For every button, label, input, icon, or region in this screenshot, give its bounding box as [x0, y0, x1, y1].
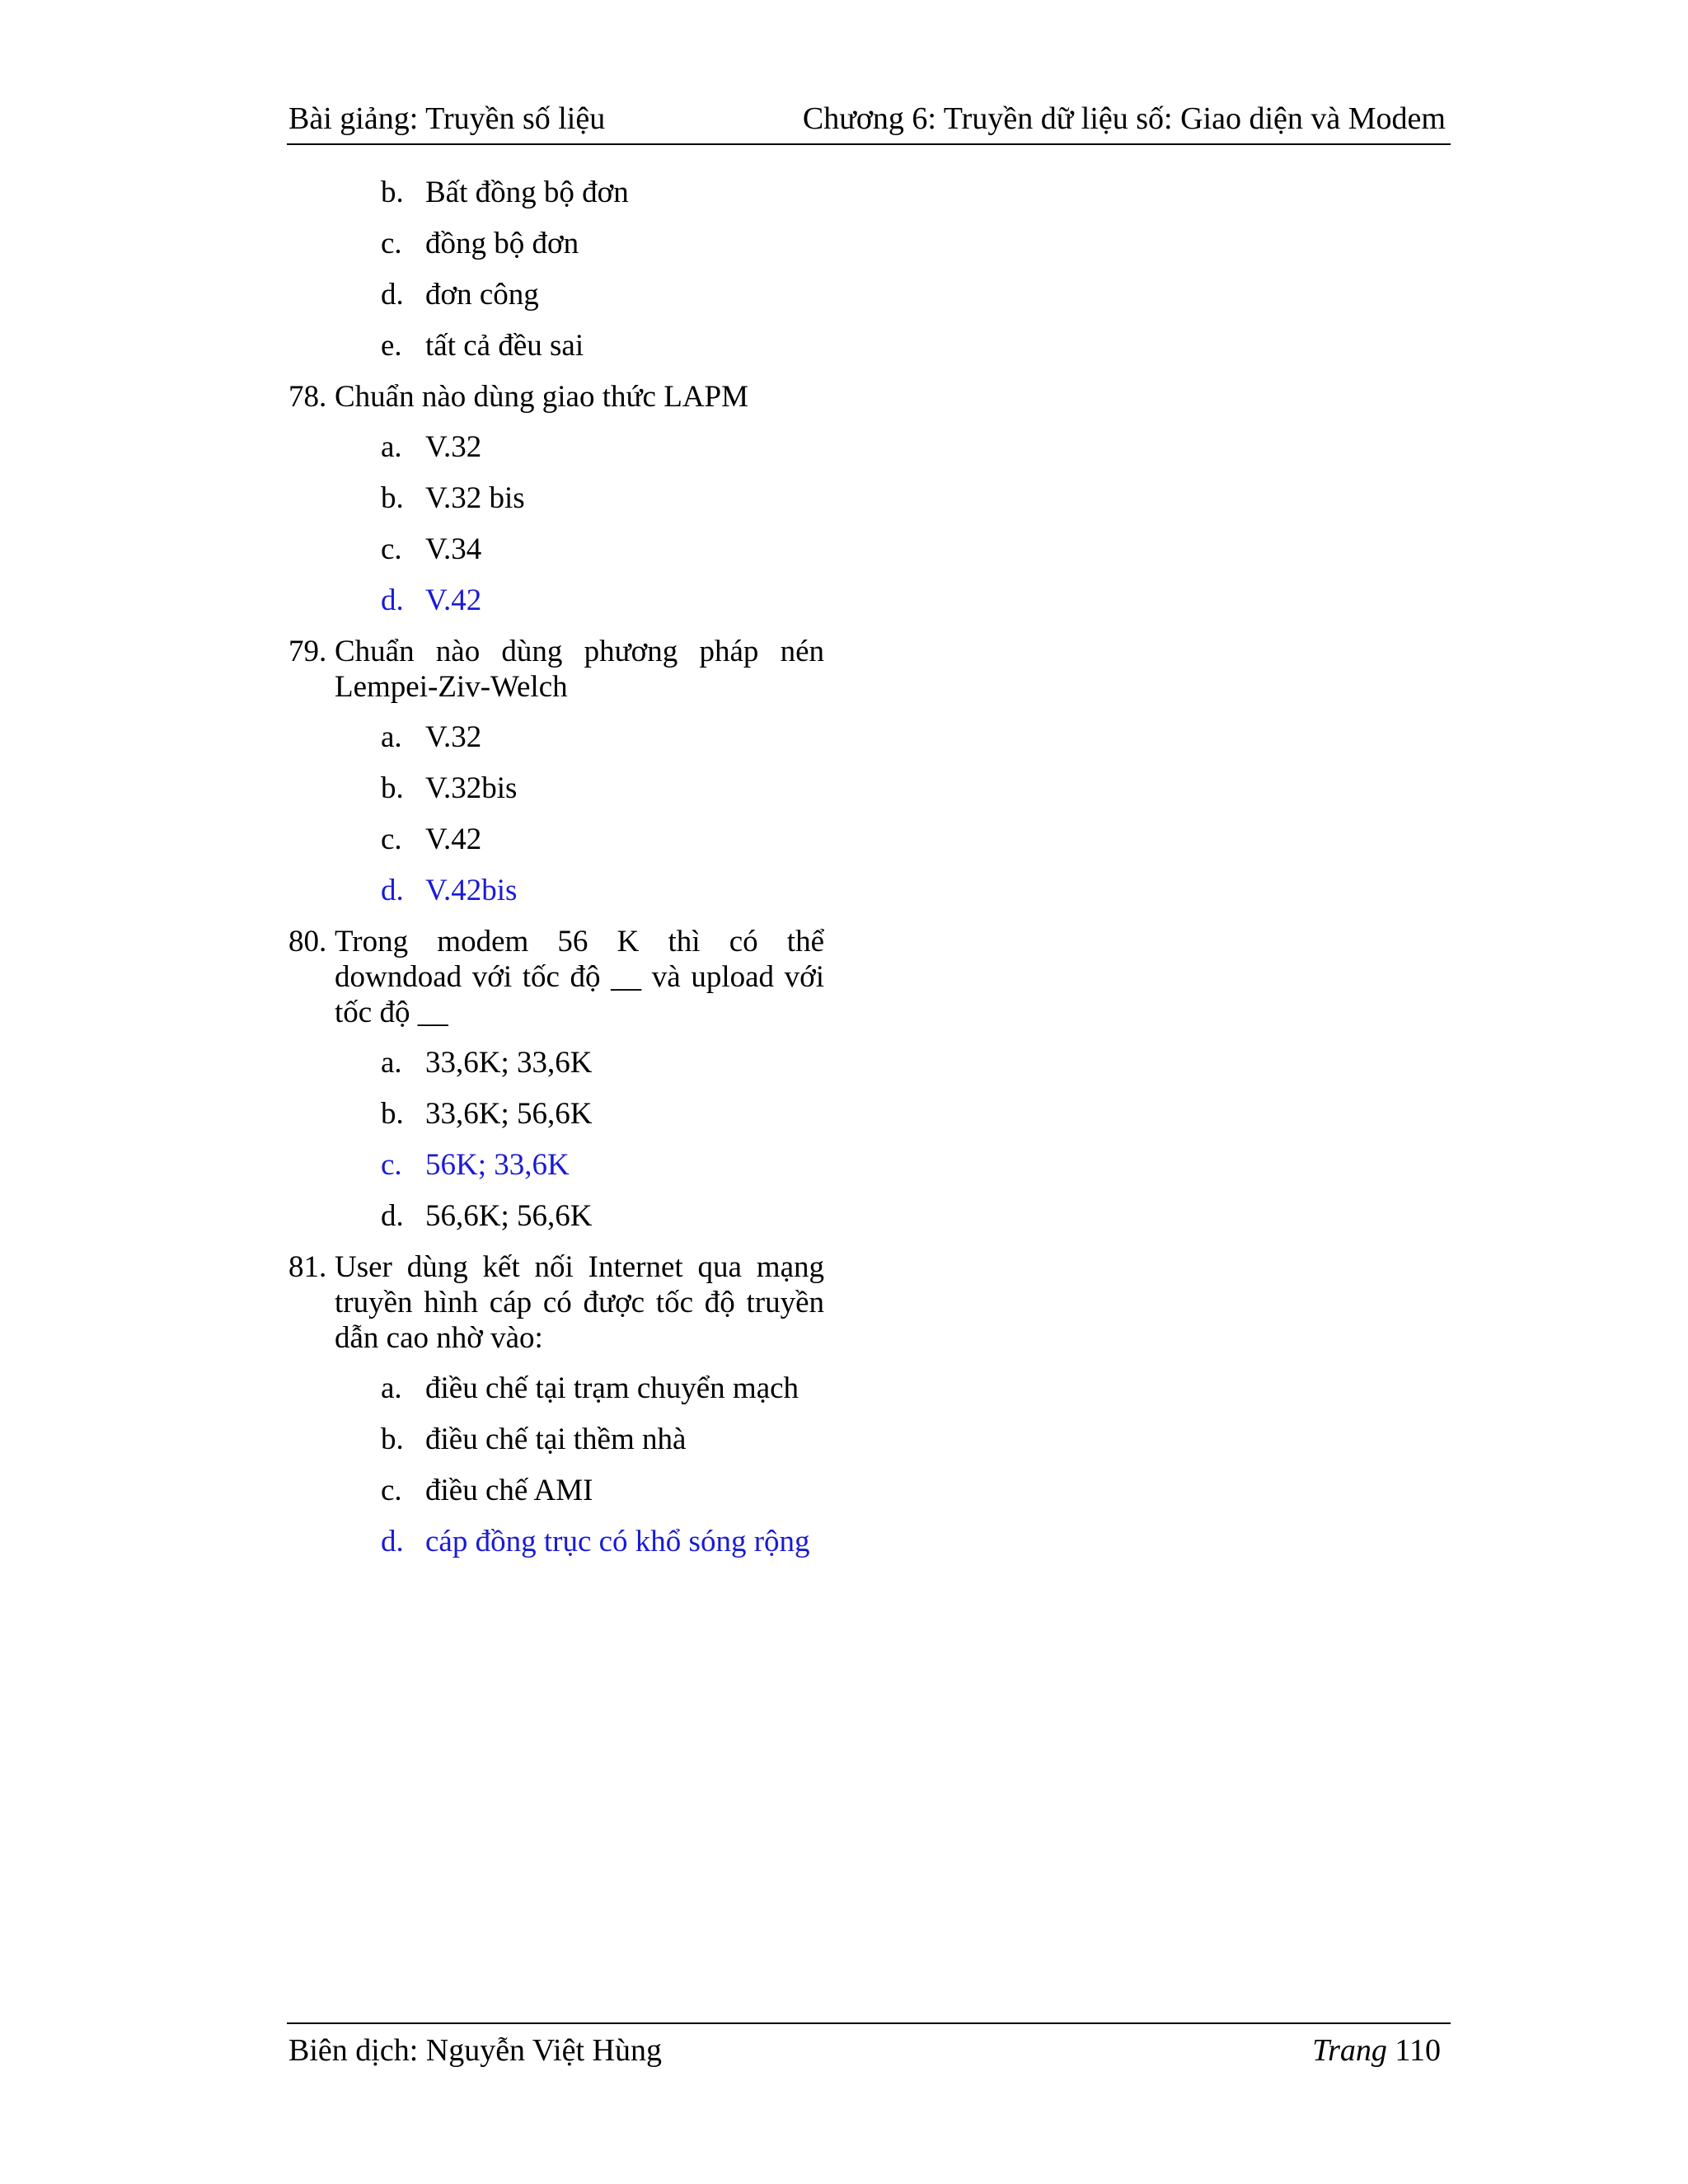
header-chapter-title: Chương 6: Truyền dữ liệu số: Giao diện và Modem: [802, 101, 1446, 136]
option-text: điều chế tại thềm nhà: [425, 1422, 687, 1456]
option-text: 56K; 33,6K: [425, 1148, 570, 1182]
option-letter: c.: [381, 1474, 402, 1507]
option-item: [288, 480, 824, 517]
option-item: [288, 1473, 824, 1509]
question-79: [288, 634, 824, 705]
option-item: [288, 1045, 824, 1081]
option-letter: c.: [381, 532, 402, 566]
question-78: [288, 379, 824, 415]
option-item-correct: [288, 873, 824, 909]
option-letter: d.: [381, 1199, 404, 1233]
option-text: V.42: [425, 583, 482, 617]
question-80: [288, 924, 824, 1030]
option-item: [288, 771, 824, 807]
option-letter: b.: [381, 1422, 404, 1456]
option-item: [288, 822, 824, 858]
option-item: [288, 328, 824, 364]
option-letter: b.: [381, 176, 404, 209]
page-footer: [287, 2022, 1451, 2074]
prev-question-options: [288, 175, 824, 364]
question-text: Chuẩn nào dùng giao thức LAPM: [335, 380, 749, 414]
option-text: 33,6K; 56,6K: [425, 1097, 593, 1131]
option-letter: a.: [381, 720, 402, 754]
option-letter: d.: [381, 278, 404, 312]
question-text: Trong modem 56 K thì có thể downdoad với tốc độ __ và upload với tốc độ __: [335, 925, 824, 1029]
option-text: V.42: [425, 823, 482, 856]
option-text: V.32: [425, 720, 482, 754]
option-item-correct: [288, 1147, 824, 1183]
header-course-title: Bài giảng: Truyền số liệu: [288, 101, 606, 136]
option-letter: d.: [381, 1525, 404, 1558]
option-text: cáp đồng trục có khổ sóng rộng: [425, 1525, 810, 1558]
option-text: 33,6K; 33,6K: [425, 1046, 593, 1080]
option-text: Bất đồng bộ đơn: [425, 176, 629, 209]
option-letter: d.: [381, 583, 404, 617]
option-item: [288, 429, 824, 466]
question-text: User dùng kết nối Internet qua mạng truyền hình cáp có được tốc độ truyền dẫn cao nhờ vào:: [335, 1250, 824, 1355]
option-item: [288, 1096, 824, 1132]
option-text: tất cả đều sai: [425, 329, 584, 363]
option-item: [288, 719, 824, 756]
option-text: V.42bis: [425, 874, 518, 907]
option-item: [288, 175, 824, 211]
option-text: 56,6K; 56,6K: [425, 1199, 593, 1233]
option-text: đồng bộ đơn: [425, 227, 579, 260]
option-letter: b.: [381, 1097, 404, 1131]
page-number: 110: [1395, 2033, 1441, 2068]
question-81: [288, 1249, 824, 1356]
option-text: V.32bis: [425, 771, 518, 805]
footer-translator: Biên dịch: Nguyễn Việt Hùng: [288, 2033, 662, 2068]
option-text: điều chế tại trạm chuyển mạch: [425, 1371, 799, 1405]
option-letter: c.: [381, 227, 402, 260]
option-letter: b.: [381, 481, 404, 515]
option-letter: a.: [381, 1371, 402, 1405]
option-item: [288, 1198, 824, 1235]
option-letter: a.: [381, 430, 402, 464]
question-number: 81.: [288, 1250, 327, 1284]
option-item-correct: [288, 583, 824, 619]
option-text: V.32 bis: [425, 481, 525, 515]
option-item: [288, 532, 824, 568]
option-text: đơn công: [425, 278, 539, 312]
page-label: Trang: [1312, 2033, 1387, 2068]
question-list: [288, 175, 824, 1575]
page-header: [287, 97, 1451, 145]
option-item-correct: [288, 1524, 824, 1560]
option-text: V.34: [425, 532, 482, 566]
footer-page: [1312, 2031, 1441, 2070]
option-letter: d.: [381, 874, 404, 907]
option-item: [288, 1422, 824, 1458]
option-letter: c.: [381, 1148, 402, 1182]
option-letter: b.: [381, 771, 404, 805]
question-number: 80.: [288, 925, 327, 958]
question-text: Chuẩn nào dùng phương pháp nén Lempei-Ziv-Welch: [335, 635, 824, 704]
option-item: [288, 1371, 824, 1407]
option-letter: a.: [381, 1046, 402, 1080]
question-number: 78.: [288, 380, 327, 414]
option-item: [288, 226, 824, 262]
option-letter: c.: [381, 823, 402, 856]
question-number: 79.: [288, 635, 327, 668]
option-text: V.32: [425, 430, 482, 464]
option-letter: e.: [381, 329, 402, 363]
option-text: điều chế AMI: [425, 1474, 593, 1507]
option-item: [288, 277, 824, 313]
